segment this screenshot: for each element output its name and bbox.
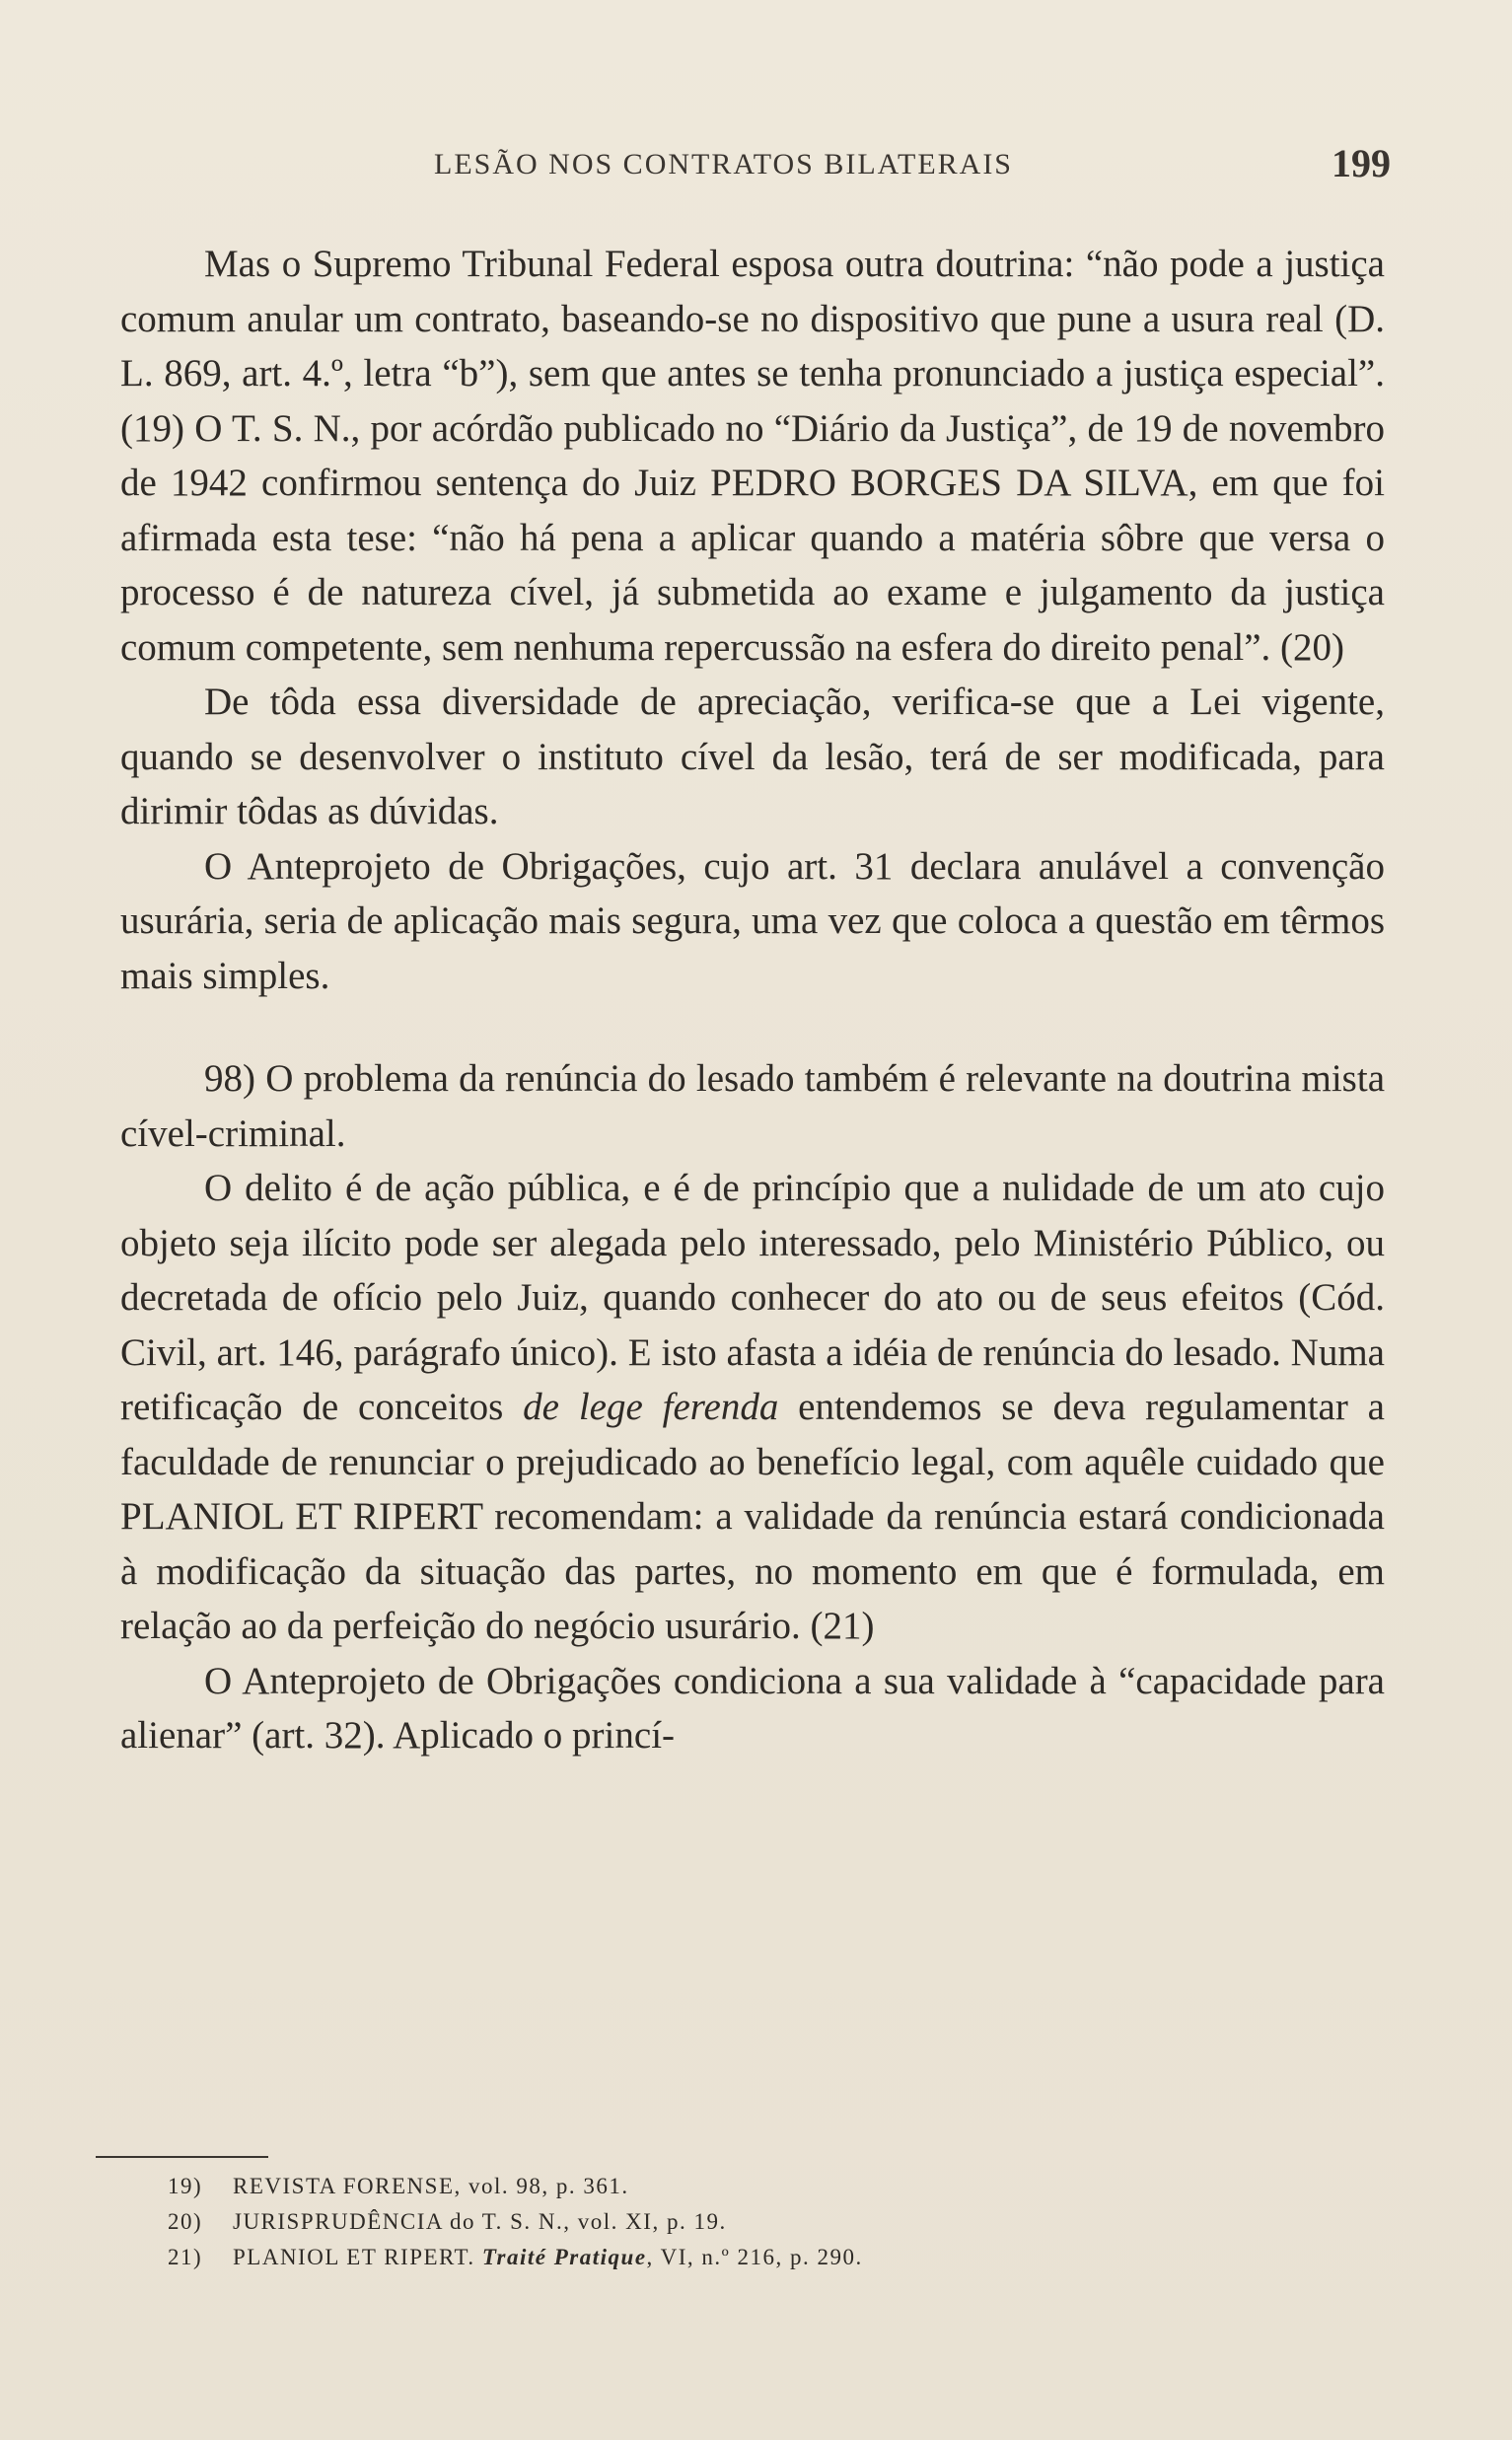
- footnote-number: 19): [168, 2174, 203, 2198]
- paragraph-public-action: [120, 1161, 1385, 1654]
- footnote-21: [168, 2240, 1302, 2275]
- paragraph-public-action-part2: entendemos se deva regulamentar a faculdade de renunciar o prejudicado ao benefício legal, com aquêle cuidado que PLANIOL ET RIPERT recomendam: a validade da renúncia estará condicionada à modificação da situação das partes, no momento em que é formulada, em relação ao da perfeição do negócio usurário. (21): [120, 1386, 1385, 1647]
- running-head: [434, 140, 1420, 189]
- paragraph-diversity: De tôda essa diversidade de apreciação, verifica-se que a Lei vigente, quando se desenvolver o instituto cível da lesão, terá de ser modificada, para dirimir tôdas as dúvidas.: [120, 681, 1385, 832]
- footnote-separator: [96, 2156, 268, 2158]
- paragraph-public-action-part1: O delito é de ação pública, e é de princípio que a nulidade de um ato cujo objeto seja ilícito pode ser alegada pelo interessado, pelo Ministério Público, ou decretada de ofício pelo Juiz, quando conhecer do ato ou de seus efeitos (Cód. Civil, art. 146, parágrafo único). E isto afasta a idéia de renúncia do lesado. Numa retificação de conceitos: [120, 1167, 1385, 1428]
- paragraph-capacity: O Anteprojeto de Obrigações condiciona a sua validade à “capacidade para alienar” (art. 32). Aplicado o princí-: [120, 1659, 1385, 1757]
- page-number: 199: [1332, 141, 1391, 185]
- body-text: [120, 237, 1385, 1763]
- latin-phrase: de lege ferenda: [523, 1386, 779, 1428]
- footnote-number: 20): [168, 2209, 203, 2234]
- footnotes: [168, 2169, 1302, 2275]
- paragraph-anteprojeto: O Anteprojeto de Obrigações, cujo art. 31 declara anulável a convenção usurária, seria de aplicação mais segura, uma vez que coloca a questão em têrmos mais simples.: [120, 844, 1385, 997]
- footnote-text: REVISTA FORENSE, vol. 98, p. 361.: [233, 2174, 629, 2198]
- section-98-heading: 98) O problema da renúncia do lesado também é relevante na doutrina mista cível-criminal.: [120, 1057, 1385, 1155]
- footnote-text-post: , VI, n.º 216, p. 290.: [646, 2245, 863, 2269]
- running-title: LESÃO NOS CONTRATOS BILATERAIS: [434, 148, 1013, 180]
- footnote-20: [168, 2204, 1302, 2240]
- footnote-book-title: Traité Pratique: [481, 2245, 647, 2269]
- paragraph-stf-doctrine: Mas o Supremo Tribunal Federal esposa outra doutrina: “não pode a justiça comum anular um contrato, baseando-se no dispositivo que pune a usura real (D. L. 869, art. 4.º, letra “b”), sem que antes se tenha pronunciado a justiça especial”. (19) O T. S. N., por acórdão publicado no “Diário da Justiça”, de 19 de novembro de 1942 confirmou sentença do Juiz PEDRO BORGES DA SILVA, em que foi afirmada esta tese: “não há pena a aplicar quando a matéria sôbre que versa o processo é de natureza cível, já submetida ao exame e julgamento da justiça comum competente, sem nenhuma repercussão na esfera do direito penal”. (20): [120, 243, 1385, 669]
- footnote-number: 21): [168, 2245, 203, 2269]
- footnote-19: [168, 2169, 1302, 2204]
- footnote-text: JURISPRUDÊNCIA do T. S. N., vol. XI, p. 19.: [233, 2209, 727, 2234]
- footnote-text-pre: PLANIOL ET RIPERT.: [233, 2245, 482, 2269]
